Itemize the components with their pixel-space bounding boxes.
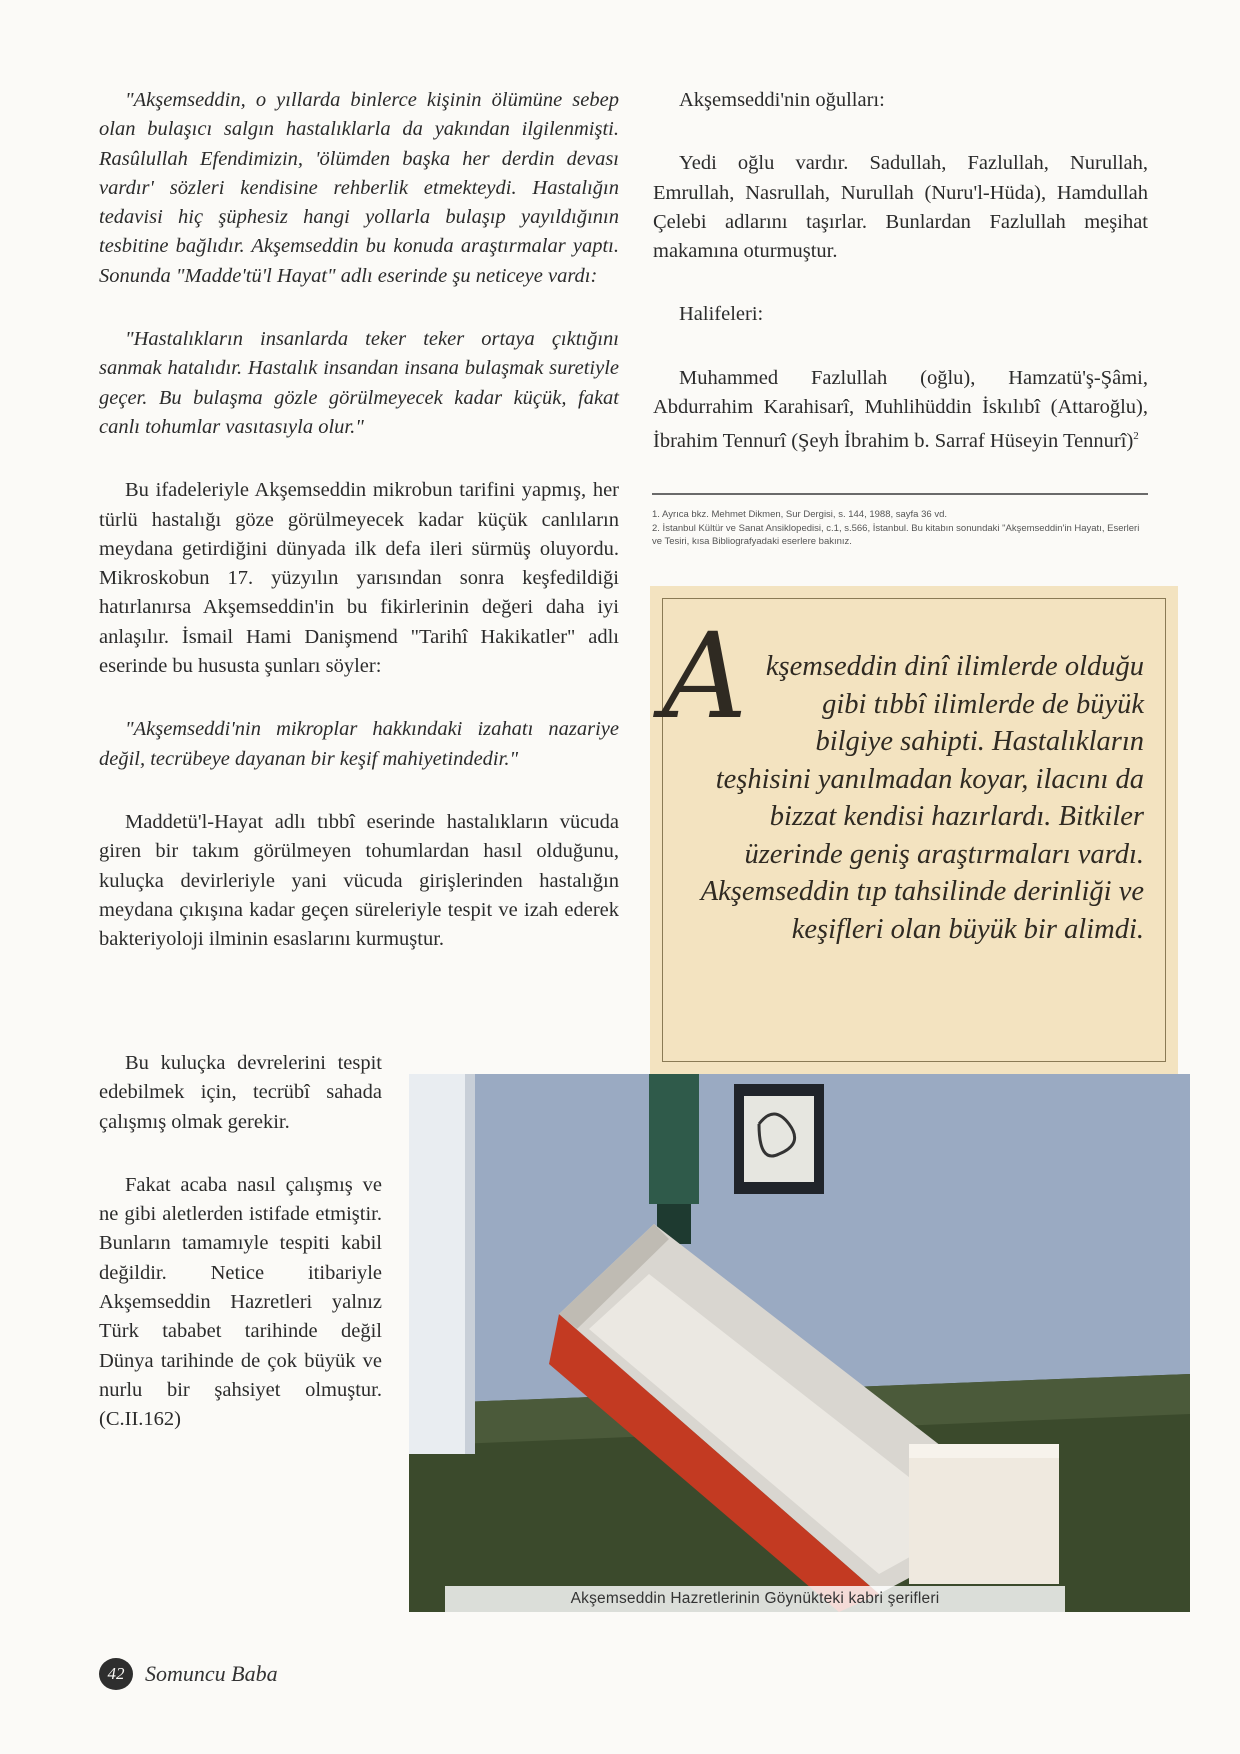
tomb-photo-illustration	[409, 1074, 1190, 1612]
paragraph-incubation: Bu kuluçka devrelerini tespit edebilmek için, tecrübî sahada çalışmış olmak gerekir.	[99, 1052, 382, 1133]
footnote-1: 1. Ayrıca bkz. Mehmet Dikmen, Sur Dergisi, s. 144, 1988, sayfa 36 vd.	[652, 509, 947, 520]
left-column	[99, 86, 619, 988]
paragraph-conclusion: Fakat acaba nasıl çalışmış ve ne gibi aletlerden istifade etmiştir. Bunların tamamıyle tespiti kabil değildir. Netice itibariyle Akşemseddin Hazretleri yalnız Türk tababet tarihinde değil Dünya tarihinde de çok büyük ve nurlu bir şahsiyet olmuştur. (C.II.162)	[99, 1173, 382, 1431]
footnote-2: 2. İstanbul Kültür ve Sanat Ansiklopedisi, c.1, s.566, İstanbul. Bu kitabın sonundaki "Akşemseddin'in Hayatı, Eserleri ve Tesiri, kısa Bibliografyadaki eserlere bakınız.	[652, 523, 1140, 547]
footnotes	[652, 508, 1148, 549]
page-footer	[99, 1658, 278, 1690]
successors-text	[653, 364, 1148, 457]
tomb-photo	[409, 1074, 1190, 1612]
quote-akshemseddin: "Akşemseddin, o yıllarda binlerce kişinin ölümüne sebep olan bulaşıcı salgın hastalıklarla da yakından ilgilenmişti. Rasûlullah Efendimizin, 'ölümden başka her derdin devası vardır' sözleri kendisine rehberlik etmekteydi. Hastalığın tedavisi hiç şüphesiz hangi yollarla bulaşıp yayıldığının tesbitine bağlıdır. Akşemseddin bu konuda araştırmalar yaptı. Sonunda "Madde'tü'l Hayat" adlı eserinde şu neticeye vardı:	[99, 89, 619, 287]
footnote-ref: 2	[1133, 430, 1139, 443]
pull-quote-body: kşemseddin dinî ilimlerde olduğu gibi tıbbî ilimlerde de büyük bilgiye sahipti. Hastalıkların teşhisini yanılmadan koyar, ilacını da bizzat kendisi hazırlardı. Bitkiler üzerinde geniş araştırmaları vardı. Akşemseddin tıp tahsilinde derinliği ve keşifleri olan büyük bir alimdi.	[700, 651, 1144, 945]
paragraph-maddetul-hayat: Maddetü'l-Hayat adlı tıbbî eserinde hastalıkların vücuda giren bir takım görülmeyen tohumlardan hasıl olduğunu, kuluçka devirleriyle yani vücuda girişlerinden hastalığın meydana çıkışına kadar geçen süreleriyle tespit ve izah ederek bakteriyoloji ilminin esaslarını kurmuştur.	[99, 810, 619, 951]
pull-quote-initial: A	[662, 607, 748, 745]
left-bottom-column	[99, 1049, 382, 1469]
quote-madde-tul-hayat: "Hastalıkların insanlarda teker teker ortaya çıktığını sanmak hatalıdır. Hastalık insandan insana bulaşmak suretiyle geçer. Bu bulaşma gözle görülmeyecek kadar küçük, fakat canlı tohumlar vasıtasıyla olur."	[99, 328, 619, 438]
sons-text: Yedi oğlu vardır. Sadullah, Fazlullah, Nurullah, Emrullah, Nasrullah, Nurullah (Nuru'l-Hüda), Hamdullah Çelebi adlarını taşırlar. Bunlardan Fazlullah meşihat makamına oturmuştur.	[653, 152, 1148, 263]
successors-list: Muhammed Fazlullah (oğlu), Hamzatü'ş-Şâmi, Abdurrahim Karahisarî, Muhlihüddin İskılıbî (Attaroğlu), İbrahim Tennurî (Şeyh İbrahim b. Sarraf Hüseyin Tennurî)	[653, 366, 1148, 453]
photo-caption: Akşemseddin Hazretlerinin Göynükteki kabri şerifleri	[445, 1586, 1065, 1612]
quote-danismend: "Akşemseddi'nin mikroplar hakkındaki izahatı nazariye değil, tecrübeye dayanan bir keşif mahiyetindedir."	[99, 718, 619, 770]
paragraph-microbe: Bu ifadeleriyle Akşemseddin mikrobun tarifini yapmış, her türlü hastalığı göze görülmeyecek kadar küçük canlıların meydana getirdiğini dünyada ilk defa ileri sürmüş oluyordu. Mikroskobun 17. yüzyılın yarısından sonra keşfedildiği hatırlanırsa Akşemseddin'in bu fikirlerinin değeri daha iyi anlaşılır. İsmail Hami Danişmend "Tarihî Hakikatler" adlı eserinde bu hususta şunları söyler:	[99, 479, 619, 678]
journal-name: Somuncu Baba	[145, 1661, 278, 1686]
pull-quote-text	[662, 607, 1144, 948]
sons-heading: Akşemseddi'nin oğulları:	[679, 89, 885, 111]
footnote-divider	[652, 493, 1148, 495]
successors-heading: Halifeleri:	[679, 303, 764, 326]
right-column	[653, 86, 1148, 491]
pull-quote-box	[650, 586, 1178, 1074]
page-number: 42	[99, 1658, 133, 1690]
